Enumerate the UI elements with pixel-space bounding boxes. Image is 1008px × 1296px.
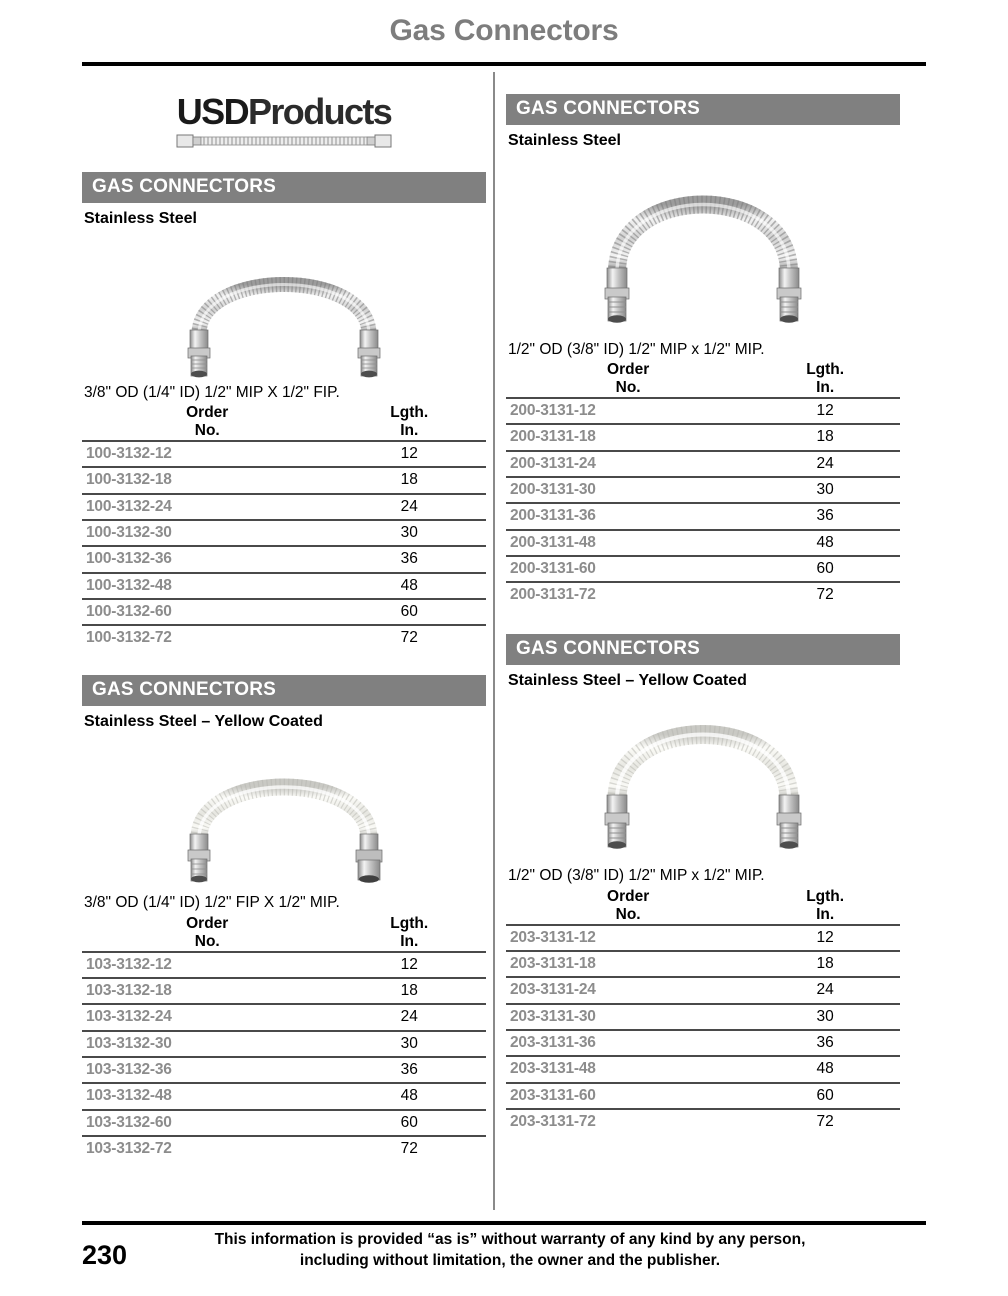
section-banner: GAS CONNECTORS [506, 634, 900, 665]
section-banner: GAS CONNECTORS [82, 675, 486, 706]
order-number: 103-3132-18 [82, 978, 332, 1004]
order-number: 200-3131-12 [506, 398, 750, 424]
length-value: 60 [332, 599, 486, 625]
length-value: 18 [332, 467, 486, 493]
table-row[interactable] [506, 424, 900, 450]
length-value: 30 [750, 1004, 900, 1030]
order-number: 100-3132-72 [82, 625, 332, 650]
length-value: 12 [750, 398, 900, 424]
order-table-left-stainless-steel [82, 404, 486, 651]
product-image-stainless-steel [82, 238, 486, 378]
length-value: 72 [332, 625, 486, 650]
table-row[interactable] [506, 530, 900, 556]
order-number: 100-3132-30 [82, 520, 332, 546]
lgth-header-line1: Lgth. [390, 914, 429, 932]
column-header-length [750, 361, 900, 398]
length-value: 30 [332, 1031, 486, 1057]
table-row[interactable] [82, 599, 486, 625]
table-row[interactable] [506, 951, 900, 977]
section-right-stainless-steel [506, 94, 900, 608]
lgth-header-line1: Lgth. [390, 404, 429, 422]
section-left-yellow-coated [82, 675, 486, 1162]
length-value: 30 [332, 520, 486, 546]
section-left-stainless-steel [82, 172, 486, 651]
order-header-line2: No. [615, 905, 641, 923]
table-row[interactable] [82, 1136, 486, 1161]
table-row[interactable] [506, 925, 900, 951]
lgth-header-line2: In. [400, 421, 419, 439]
table-row[interactable] [506, 582, 900, 607]
length-value: 60 [750, 1083, 900, 1109]
column-divider [493, 72, 495, 1210]
column-header-order-no [506, 361, 750, 398]
logo-usd-text: USD [176, 91, 248, 132]
order-number: 200-3131-30 [506, 477, 750, 503]
order-number: 200-3131-48 [506, 530, 750, 556]
order-number: 200-3131-72 [506, 582, 750, 607]
table-row[interactable] [82, 1031, 486, 1057]
table-row[interactable] [82, 441, 486, 467]
table-row[interactable] [82, 1083, 486, 1109]
logo-wordmark [82, 91, 486, 132]
table-header-row [82, 915, 486, 952]
lgth-header-line2: In. [816, 905, 835, 923]
left-column [82, 72, 486, 1162]
page-title: Gas Connectors [389, 14, 619, 47]
order-header-line1: Order [186, 404, 229, 422]
table-header-row [506, 361, 900, 398]
disclaimer-text [150, 1230, 870, 1272]
order-header-line2: No. [615, 378, 641, 396]
order-number: 203-3131-36 [506, 1030, 750, 1056]
right-column [506, 72, 900, 1135]
order-number: 203-3131-12 [506, 925, 750, 951]
order-number: 103-3132-48 [82, 1083, 332, 1109]
length-value: 24 [750, 451, 900, 477]
lgth-header-line2: In. [400, 932, 419, 950]
section-subhead: Stainless Steel – Yellow Coated [84, 712, 323, 730]
column-header-length [332, 404, 486, 441]
table-row[interactable] [506, 477, 900, 503]
table-header-row [506, 888, 900, 925]
length-value: 18 [332, 978, 486, 1004]
lgth-header-line1: Lgth. [806, 361, 845, 379]
length-value: 72 [750, 1109, 900, 1134]
column-header-order-no [82, 915, 332, 952]
section-right-yellow-coated [506, 634, 900, 1135]
length-value: 48 [750, 1056, 900, 1082]
order-number: 203-3131-24 [506, 977, 750, 1003]
length-value: 36 [750, 1030, 900, 1056]
order-number: 100-3132-36 [82, 546, 332, 572]
table-row[interactable] [82, 1057, 486, 1083]
table-row[interactable] [506, 977, 900, 1003]
table-row[interactable] [82, 1004, 486, 1030]
table-row[interactable] [506, 1056, 900, 1082]
page-body [0, 72, 1008, 1212]
spec-description: 3/8" OD (1/4" ID) 1/2" MIP X 1/2" FIP. [84, 383, 340, 401]
disclaimer-line-1: This information is provided “as is” without warranty of any kind by any person, [214, 1231, 806, 1248]
order-header-line1: Order [607, 887, 650, 905]
order-header-line2: No. [194, 932, 220, 950]
section-subhead: Stainless Steel [84, 209, 197, 227]
spec-description: 1/2" OD (3/8" ID) 1/2" MIP x 1/2" MIP. [508, 340, 765, 358]
order-number: 103-3132-60 [82, 1110, 332, 1136]
section-banner: GAS CONNECTORS [506, 94, 900, 125]
length-value: 12 [750, 925, 900, 951]
table-row[interactable] [506, 1004, 900, 1030]
column-header-order-no [506, 888, 750, 925]
order-number: 203-3131-60 [506, 1083, 750, 1109]
order-number: 200-3131-18 [506, 424, 750, 450]
table-row[interactable] [82, 546, 486, 572]
section-subhead: Stainless Steel [508, 131, 621, 149]
length-value: 30 [750, 477, 900, 503]
order-number: 200-3131-60 [506, 556, 750, 582]
disclaimer-line-2: including without limitation, the owner and the publisher. [299, 1251, 721, 1269]
length-value: 48 [332, 1083, 486, 1109]
footer-rule [82, 1221, 926, 1225]
table-row[interactable] [82, 494, 486, 520]
length-value: 12 [332, 952, 486, 978]
table-row[interactable] [506, 503, 900, 529]
table-row[interactable] [506, 451, 900, 477]
length-value: 18 [750, 424, 900, 450]
length-value: 24 [332, 1004, 486, 1030]
order-number: 100-3132-24 [82, 494, 332, 520]
order-number: 103-3132-12 [82, 952, 332, 978]
table-row[interactable] [82, 952, 486, 978]
column-header-length [332, 915, 486, 952]
table-row[interactable] [506, 1030, 900, 1056]
order-number: 103-3132-36 [82, 1057, 332, 1083]
length-value: 72 [332, 1136, 486, 1161]
order-number: 200-3131-24 [506, 451, 750, 477]
length-value: 48 [750, 530, 900, 556]
table-row[interactable] [82, 625, 486, 650]
length-value: 60 [750, 556, 900, 582]
order-number: 200-3131-36 [506, 503, 750, 529]
lgth-header-line1: Lgth. [806, 887, 845, 905]
table-row[interactable] [82, 467, 486, 493]
order-number: 203-3131-48 [506, 1056, 750, 1082]
length-value: 18 [750, 951, 900, 977]
order-table-left-yellow-coated [82, 915, 486, 1162]
section-subhead: Stainless Steel – Yellow Coated [508, 671, 747, 689]
table-row[interactable] [82, 520, 486, 546]
page-footer [0, 1228, 1008, 1288]
table-row[interactable] [82, 573, 486, 599]
product-image-yellow-coated [82, 738, 486, 888]
usd-products-logo [82, 72, 486, 154]
length-value: 72 [750, 582, 900, 607]
length-value: 12 [332, 441, 486, 467]
order-header-line2: No. [194, 421, 220, 439]
order-number: 103-3132-30 [82, 1031, 332, 1057]
order-table-right-stainless-steel [506, 361, 900, 608]
section-banner: GAS CONNECTORS [82, 172, 486, 203]
length-value: 36 [750, 503, 900, 529]
table-row[interactable] [506, 1083, 900, 1109]
order-number: 203-3131-18 [506, 951, 750, 977]
length-value: 36 [332, 1057, 486, 1083]
length-value: 24 [332, 494, 486, 520]
order-number: 100-3132-18 [82, 467, 332, 493]
length-value: 48 [332, 573, 486, 599]
logo-hose-icon [175, 132, 393, 150]
logo-products-text: Products [247, 91, 392, 132]
table-row[interactable] [506, 556, 900, 582]
product-image-stainless-steel [506, 160, 900, 335]
order-header-line1: Order [186, 914, 229, 932]
product-image-yellow-coated [506, 693, 900, 861]
table-row[interactable] [506, 1109, 900, 1134]
order-table-right-yellow-coated [506, 888, 900, 1135]
table-row[interactable] [82, 978, 486, 1004]
order-header-line1: Order [607, 361, 650, 379]
header-rule [82, 62, 926, 66]
column-header-order-no [82, 404, 332, 441]
lgth-header-line2: In. [816, 378, 835, 396]
table-header-row [82, 404, 486, 441]
order-number: 100-3132-12 [82, 441, 332, 467]
order-number: 203-3131-30 [506, 1004, 750, 1030]
length-value: 60 [332, 1110, 486, 1136]
table-row[interactable] [82, 1110, 486, 1136]
column-header-length [750, 888, 900, 925]
order-number: 203-3131-72 [506, 1109, 750, 1134]
order-number: 100-3132-60 [82, 599, 332, 625]
table-row[interactable] [506, 398, 900, 424]
order-number: 103-3132-72 [82, 1136, 332, 1161]
length-value: 24 [750, 977, 900, 1003]
spec-description: 1/2" OD (3/8" ID) 1/2" MIP x 1/2" MIP. [508, 867, 765, 885]
order-number: 100-3132-48 [82, 573, 332, 599]
length-value: 36 [332, 546, 486, 572]
order-number: 103-3132-24 [82, 1004, 332, 1030]
spec-description: 3/8" OD (1/4" ID) 1/2" FIP X 1/2" MIP. [84, 894, 340, 912]
page-number: 230 [82, 1240, 128, 1270]
